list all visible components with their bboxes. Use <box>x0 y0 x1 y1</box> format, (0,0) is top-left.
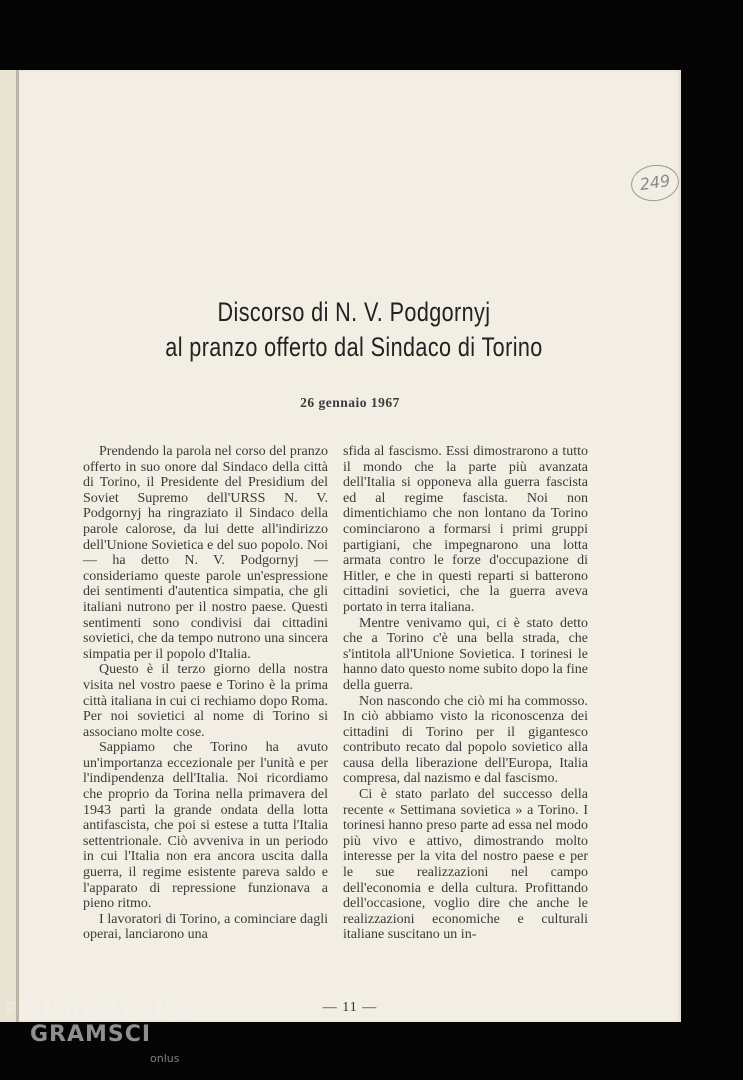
title-line-2: al pranzo offerto dal Sindaco di Torino <box>165 332 543 362</box>
paragraph: Non nascondo che ciò mi ha commosso. In ciò abbiamo visto la riconoscenza dei cittadini di Torino per il gigantesco contributo recato dal popolo sovietico alla causa della liberazione dell'Europa, Italia compresa, dal nazismo e dal fascismo. <box>343 693 588 787</box>
text-column-right <box>343 444 588 943</box>
previous-page-edge <box>0 70 16 1022</box>
watermark-text: FONDAZIONE <box>4 998 193 1022</box>
paragraph: I lavoratori di Torino, a cominciare dagli operai, lanciarono una <box>83 911 328 943</box>
title-line-1: Discorso di N. V. Podgornyj <box>217 297 491 327</box>
paragraph: Sappiamo che Torino ha avuto un'importanza eccezionale per l'unità e per l'indipendenza dell'Italia. Noi ricordiamo che proprio da Torina nella primavera del 1943 partì la grande ondata della lotta antifascista, che poi si estese a tutta l'Italia settentrionale. Ciò avveniva in un periodo in cui l'Italia non era ancora uscita dalla guerra, il regime esistente pareva saldo e l'apparato di repressione funzionava a pieno ritmo. <box>83 740 328 912</box>
brand-logo: GRAMSCI <box>30 1022 152 1047</box>
document-date: 26 gennaio 1967 <box>300 395 400 410</box>
paragraph-continuation: sfida al fascismo. Essi dimostrarono a tutto il mondo che la parte più avanzata dell'Italia si opponeva alla guerra fascista ed al regime fascista. Noi non dimentichiamo che non lontano da Torino cominciarono a formarsi i primi gruppi partigiani, che impegnarono una lotta armata contro le forze d'occupazione di Hitler, e che in questi reparti si batterono cittadini sovietici, che la guerra aveva portato in terra italiana. <box>343 444 588 615</box>
page-number: — 11 — <box>322 1000 378 1015</box>
handwritten-page-number: 249 <box>629 162 682 204</box>
brand-logo-subtitle: onlus <box>150 1052 180 1065</box>
document-title <box>162 295 546 365</box>
text-column-left <box>83 444 328 943</box>
paragraph: Mentre venivamo qui, ci è stato detto che a Torino c'è una bella strada, che s'intitola all'Unione Sovietica. I torinesi le hanno dato questo nome subito dopo la fine della guerra. <box>343 615 588 693</box>
paragraph: Questo è il terzo giorno della nostra visita nel vostro paese e Torino è la prima città italiana in cui ci rechiamo dopo Roma. Per noi sovietici al nome di Torino si associano molte cose. <box>83 662 328 740</box>
paragraph: Prendendo la parola nel corso del pranzo offerto in suo onore dal Sindaco della città di Torino, il Presidente del Presidium del Soviet Supremo dell'URSS N. V. Podgornyj ha ringraziato il Sindaco della parole calorose, da lui dette all'indirizzo dell'Unione Sovietica e del suo popolo. Noi — ha detto N. V. Podgornyj — consideriamo queste parole un'espressione dei sentimenti d'autentica simpatia, che gli italiani nutrono per il nostro paese. Questi sentimenti sono condivisi dai cittadini sovietici, che da tempo nutrono una sincera simpatia per il popolo d'Italia. <box>83 444 328 662</box>
paragraph: Ci è stato parlato del successo della recente « Settimana sovietica » a Torino. I torinesi hanno preso parte ad essa nel modo più vivo e attivo, dimostrando molto interesse per la vita del nostro paese e per le sue realizzazioni nel campo dell'economia e della cultura. Profittando dell'occasione, voglio dire che anche le realizzazioni economiche e culturali italiane suscitano un in- <box>343 787 588 943</box>
document-page <box>19 70 681 1022</box>
